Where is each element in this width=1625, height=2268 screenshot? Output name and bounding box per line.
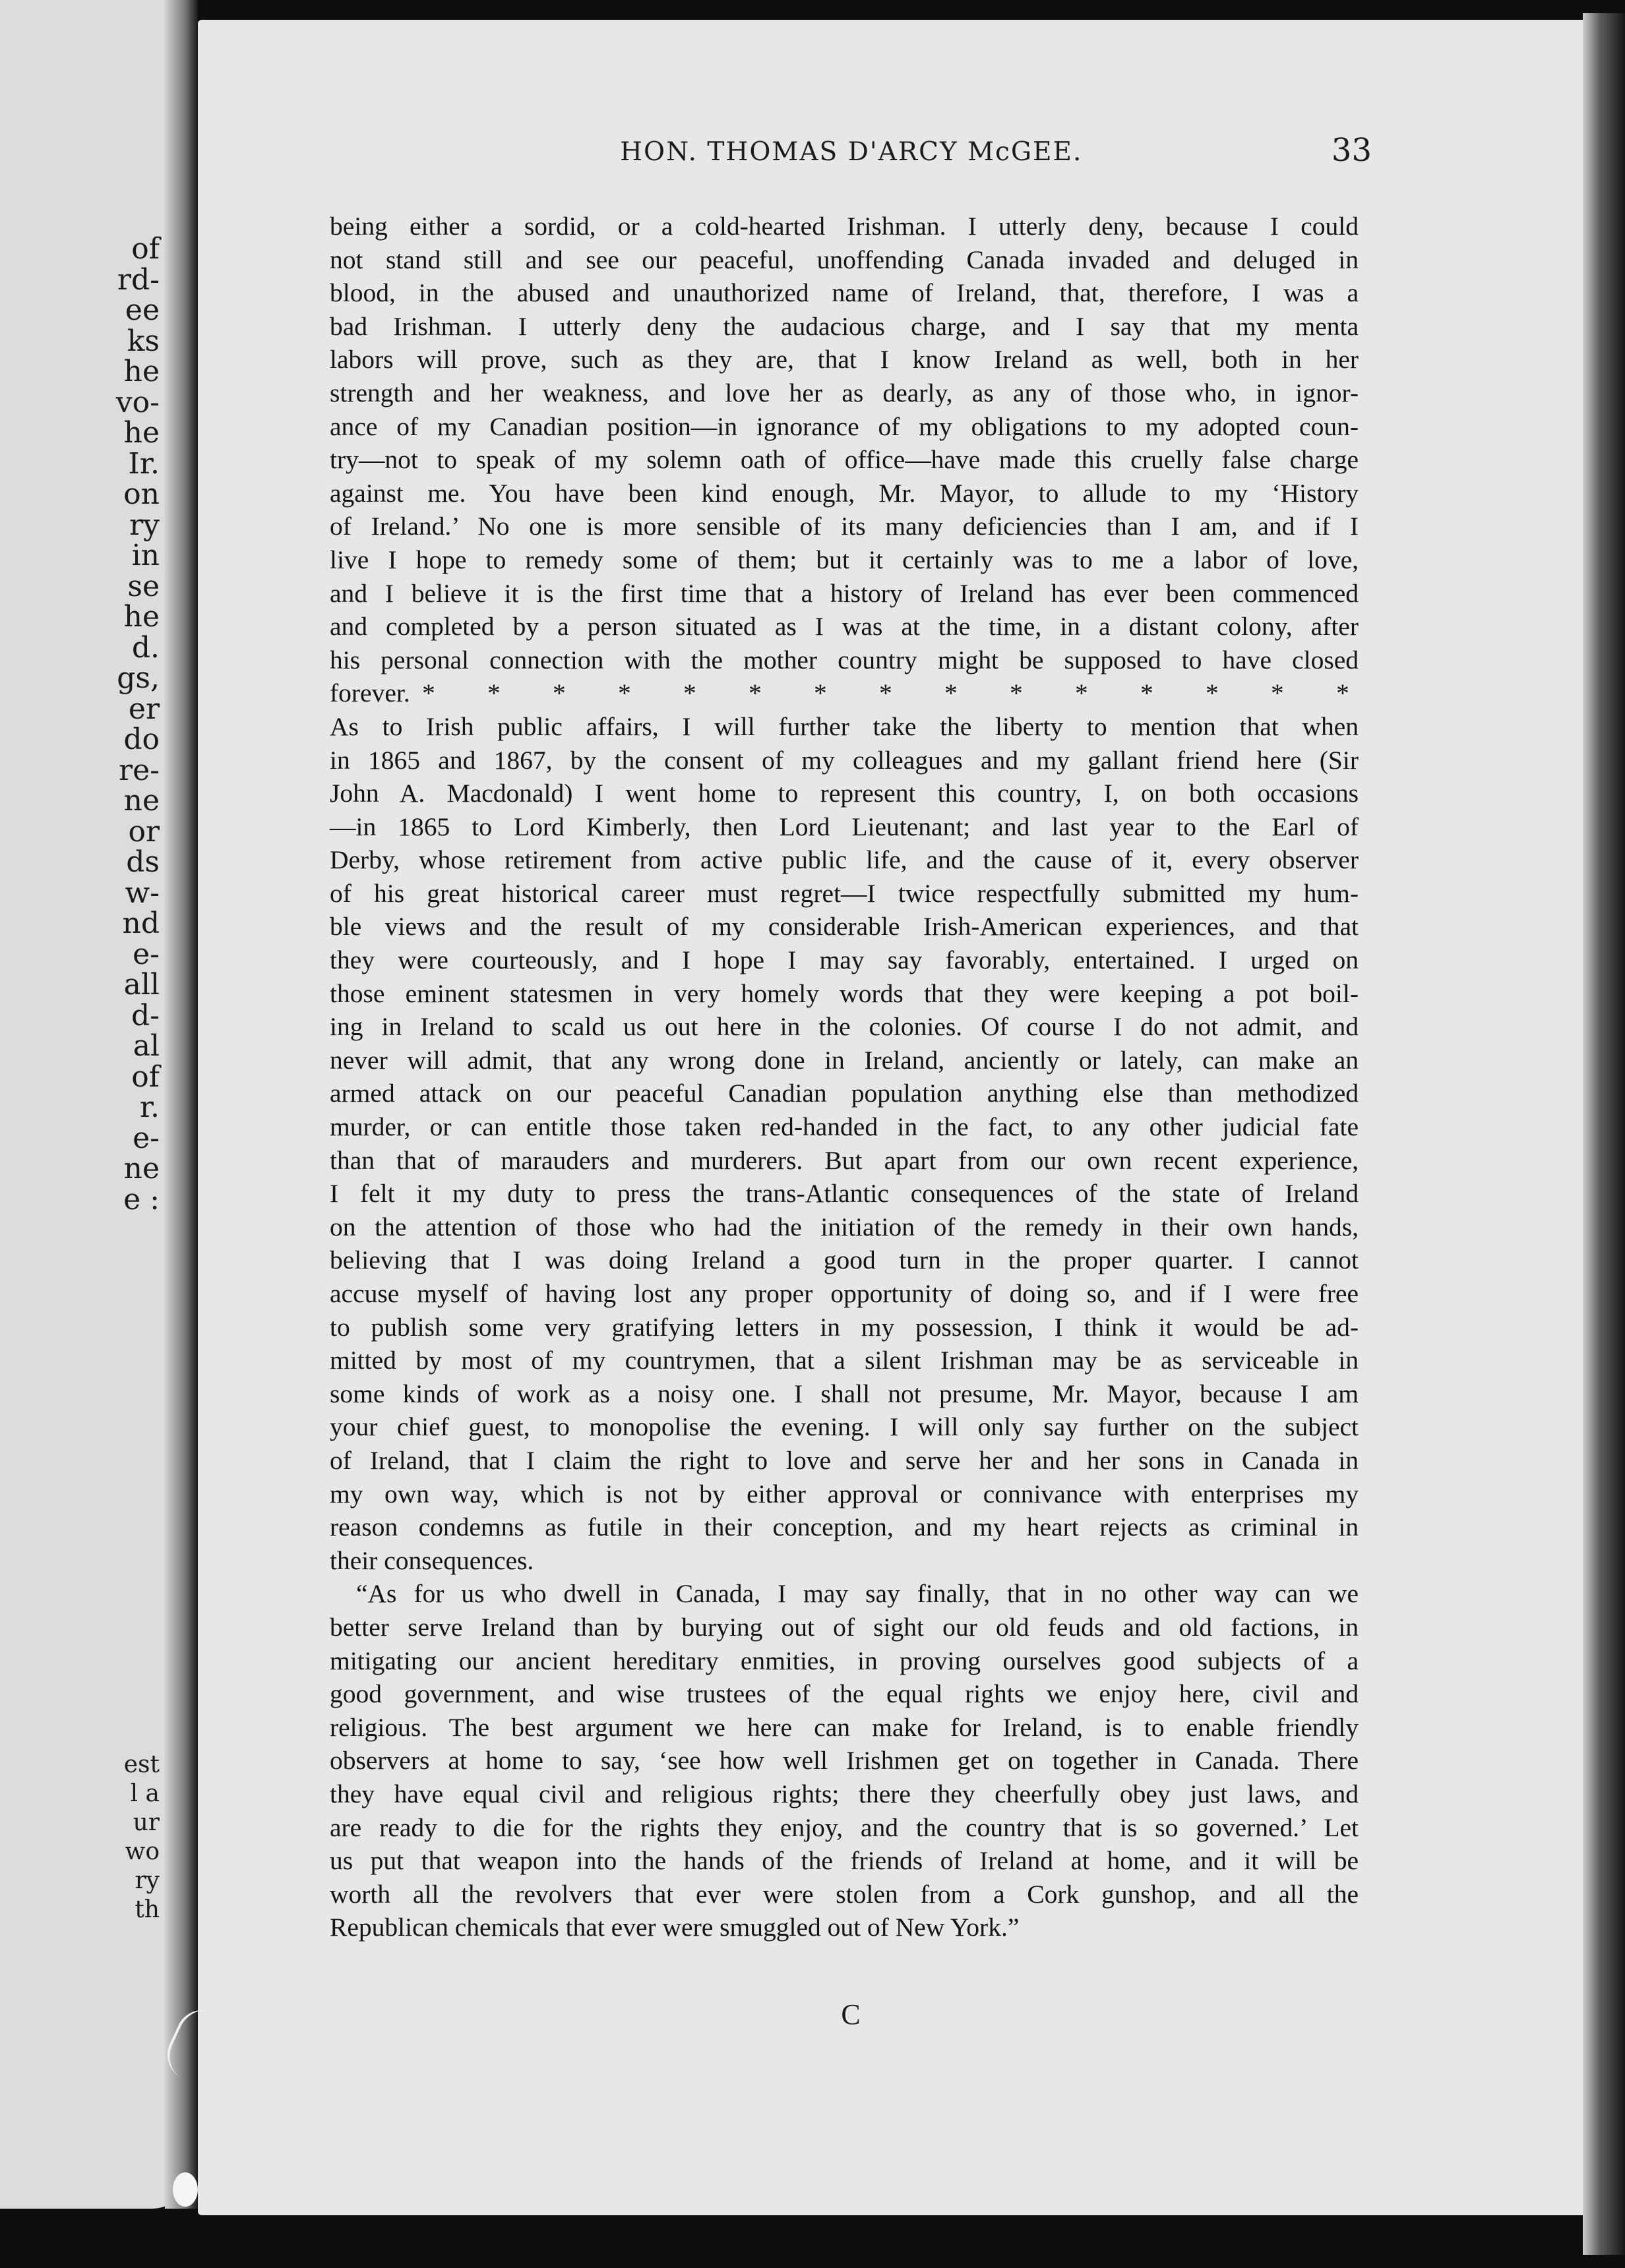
- previous-page-fragment: ks: [127, 324, 160, 358]
- text-line: not stand still and see our peaceful, unoffending Canada invaded and deluged in: [330, 245, 1359, 274]
- text-line: religious. The best argument we here can make for Ireland, is to enable friendly: [330, 1712, 1359, 1742]
- previous-page-fragment: or: [128, 814, 160, 849]
- asterisk: *: [487, 678, 501, 708]
- text-line: murder, or can entitle those taken red-handed in the fact, to any other judicial fate: [330, 1112, 1359, 1142]
- text-line: being either a sordid, or a cold-hearted Irishman. I utterly deny, because I could: [330, 212, 1359, 241]
- previous-page-fragment: ry: [135, 1867, 160, 1894]
- previous-page-fragment: Ir.: [128, 446, 160, 481]
- section-break-line: [330, 676, 1359, 710]
- text-line: they have equal civil and religious rights; there they cheerfully obey just laws, and: [330, 1779, 1359, 1808]
- text-line: believing that I was doing Ireland a good turn in the proper quarter. I cannot: [330, 1245, 1359, 1275]
- previous-page-fragment: ry: [129, 508, 160, 542]
- previous-page-fragment: ur: [133, 1809, 160, 1836]
- text-line: mitigating our ancient hereditary enmities, in proving ourselves good subjects of a: [330, 1646, 1359, 1675]
- previous-page-fragment: re-: [119, 753, 160, 787]
- previous-page-fragment: r.: [139, 1090, 160, 1124]
- previous-page-text: [0, 234, 165, 1215]
- text-line: against me. You have been kind enough, Mr. Mayor, to allude to my ‘History: [330, 478, 1359, 508]
- previous-page-fragment: th: [135, 1896, 160, 1923]
- asterisk: *: [553, 678, 566, 708]
- previous-page-fragment: ne: [123, 1152, 160, 1185]
- previous-page-fragment: d.: [131, 630, 160, 665]
- previous-page-fragment: vo-: [115, 385, 160, 419]
- text-line: labors will prove, such as they are, that I know Ireland as well, both in her: [330, 345, 1359, 374]
- body-text: [330, 210, 1359, 1944]
- previous-page-fragment: w-: [125, 876, 160, 910]
- text-line: my own way, which is not by either approval or connivance with enterprises my: [330, 1479, 1359, 1508]
- text-line: those eminent statesmen in very homely words that they were keeping a pot boil-: [330, 978, 1359, 1008]
- text-line: his personal connection with the mother country might be supposed to have closed: [330, 645, 1359, 674]
- asterisk: *: [749, 678, 762, 708]
- previous-page-text-lower: [0, 1750, 165, 1925]
- text-line: observers at home to say, ‘see how well Irishmen get on together in Canada. There: [330, 1746, 1359, 1776]
- text-line: live I hope to remedy some of them; but it certainly was to me a labor of love,: [330, 545, 1359, 574]
- asterisk: *: [1206, 678, 1219, 708]
- previous-page-fragment: al: [133, 1029, 160, 1063]
- text-line: —in 1865 to Lord Kimberly, then Lord Lieutenant; and last year to the Earl of: [330, 812, 1359, 841]
- previous-page-fragment: e :: [123, 1182, 160, 1216]
- text-line: on the attention of those who had the initiation of the remedy in their own hands,: [330, 1212, 1359, 1241]
- text-line: their consequences.: [330, 1545, 534, 1575]
- text-line: of Ireland.’ No one is more sensible of its many deficiencies than I am, and if I: [330, 512, 1359, 541]
- running-head: HON. THOMAS D'ARCY McGEE.: [620, 137, 1083, 167]
- asterisk: *: [1010, 678, 1023, 708]
- text-line: in 1865 and 1867, by the consent of my colleagues and my gallant friend here (Sir: [330, 745, 1359, 775]
- previous-page-fragment: all: [123, 968, 160, 1001]
- text-line: than that of marauders and murderers. But apart from our own recent experience,: [330, 1145, 1359, 1175]
- asterisk-row: [422, 676, 1401, 710]
- previous-page-fragment: gs,: [117, 661, 160, 695]
- text-line: Republican chemicals that ever were smuggled out of New York.”: [330, 1913, 1020, 1942]
- scan-blemish: [173, 2172, 198, 2207]
- text-line: of his great historical career must regret—I twice respectfully submitted my hum-: [330, 878, 1359, 908]
- previous-page-fragment: nd: [122, 907, 160, 940]
- text-line: accuse myself of having lost any proper opportunity of doing so, and if I were free: [330, 1279, 1359, 1308]
- text-line: blood, in the abused and unauthorized name of Ireland, that, therefore, I was a: [330, 278, 1359, 308]
- previous-page-fragment: he: [123, 600, 160, 634]
- text-line: try—not to speak of my solemn oath of office—have made this cruelly false charge: [330, 445, 1359, 475]
- text-line: never will admit, that any wrong done in Ireland, anciently or lately, can make an: [330, 1045, 1359, 1075]
- text-line: and I believe it is the first time that a history of Ireland has ever been commenced: [330, 578, 1359, 608]
- asterisk: *: [879, 678, 892, 708]
- text-line: and completed by a person situated as I was at the time, in a distant colony, after: [330, 612, 1359, 642]
- previous-page-fragment: on: [123, 477, 160, 511]
- asterisk: *: [1140, 678, 1153, 708]
- text-line: better serve Ireland than by burying out of sight our old feuds and old factions, in: [330, 1612, 1359, 1642]
- previous-page-fragment: est: [123, 1751, 160, 1778]
- previous-page-fragment: ee: [125, 293, 160, 327]
- page-edge-shadow: [1583, 13, 1625, 2255]
- text-line: ance of my Canadian position—in ignorance of my obligations to my adopted coun-: [330, 411, 1359, 441]
- text-line: they were courteously, and I hope I may say favorably, entertained. I urged on: [330, 945, 1359, 975]
- asterisk: *: [1271, 678, 1284, 708]
- text-line: of Ireland, that I claim the right to love and serve her and her sons in Canada in: [330, 1445, 1359, 1475]
- page-number: 33: [1331, 132, 1372, 169]
- previous-page-fragment: rd-: [117, 262, 160, 297]
- text-line: ing in Ireland to scald us out here in the colonies. Of course I do not admit, and: [330, 1012, 1359, 1042]
- previous-page-fragment: in: [131, 539, 160, 572]
- asterisk: *: [1336, 678, 1349, 708]
- text-line: mitted by most of my countrymen, that a silent Irishman may be as serviceable in: [330, 1346, 1359, 1375]
- text-line: strength and her weakness, and love her as dearly, as any of those who, in ignor-: [330, 378, 1359, 407]
- previous-page-fragment: e-: [133, 1121, 160, 1155]
- previous-page-fragment: do: [123, 723, 160, 756]
- text-line: your chief guest, to monopolise the evening. I will only say further on the subject: [330, 1412, 1359, 1442]
- asterisk: *: [683, 678, 696, 708]
- text-line: are ready to die for the rights they enjoy, and the country that is so governed.’ Let: [330, 1812, 1359, 1842]
- text-line: worth all the revolvers that ever were stolen from a Cork gunshop, and all the: [330, 1879, 1359, 1909]
- previous-page-fragment: e-: [133, 937, 160, 971]
- asterisk: *: [422, 678, 435, 708]
- text-line: good government, and wise trustees of the equal rights we enjoy here, civil and: [330, 1679, 1359, 1709]
- previous-page-fragment: wo: [125, 1838, 160, 1865]
- text-line: armed attack on our peaceful Canadian population anything else than methodized: [330, 1079, 1359, 1108]
- previous-page-fragment: he: [123, 416, 160, 450]
- previous-page-fragment: er: [128, 692, 160, 726]
- asterisk: *: [814, 678, 827, 708]
- signature-mark: C: [841, 1998, 861, 2031]
- text-line: John A. Macdonald) I went home to represent this country, I, on both occasions: [330, 779, 1359, 808]
- text-line: us put that weapon into the hands of the friends of Ireland at home, and it will be: [330, 1846, 1359, 1876]
- asterisk: *: [944, 678, 958, 708]
- book-gutter: [165, 0, 198, 2209]
- text-line: As to Irish public affairs, I will further take the liberty to mention that when: [330, 711, 1359, 741]
- asterisk: *: [618, 678, 631, 708]
- previous-page-fragment: l a: [130, 1780, 160, 1807]
- previous-page-fragment: se: [127, 569, 160, 603]
- text-line: reason condemns as futile in their conception, and my heart rejects as criminal in: [330, 1512, 1359, 1542]
- text-line: “As for us who dwell in Canada, I may say finally, that in no other way can we: [356, 1579, 1359, 1609]
- previous-page-fragment: he: [123, 355, 160, 388]
- text-fragment: forever.: [330, 678, 410, 708]
- previous-page-fragment: ds: [126, 845, 160, 879]
- previous-page-fragment: ne: [123, 784, 160, 818]
- text-line: bad Irishman. I utterly deny the audacious charge, and I say that my menta: [330, 311, 1359, 341]
- previous-page: [0, 0, 191, 2209]
- text-line: some kinds of work as a noisy one. I shall not presume, Mr. Mayor, because I am: [330, 1379, 1359, 1408]
- text-line: ble views and the result of my considerable Irish-American experiences, and that: [330, 912, 1359, 941]
- text-line: to publish some very gratifying letters in my possession, I think it would be ad-: [330, 1312, 1359, 1342]
- previous-page-fragment: of: [131, 1059, 160, 1094]
- text-line: I felt it my duty to press the trans-Atlantic consequences of the state of Ireland: [330, 1179, 1359, 1209]
- previous-page-fragment: of: [131, 232, 160, 266]
- text-line: Derby, whose retirement from active public life, and the cause of it, every observer: [330, 845, 1359, 875]
- asterisk: *: [1075, 678, 1088, 708]
- previous-page-fragment: d-: [131, 998, 160, 1032]
